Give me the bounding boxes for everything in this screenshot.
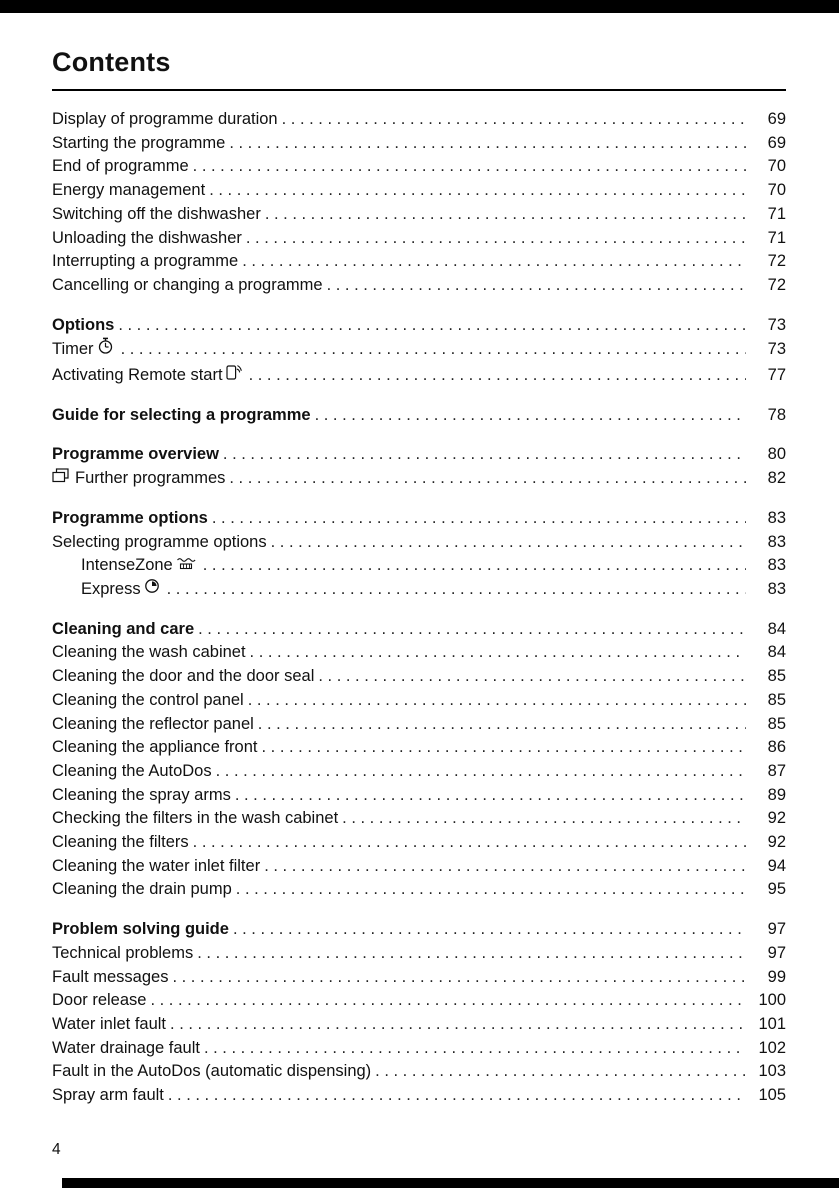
toc-entry (52, 989, 786, 1013)
toc-leader-dots (249, 364, 746, 388)
toc-entry (52, 918, 786, 942)
toc-entry-label: Cleaning the appliance front (52, 738, 258, 757)
toc-entry-label: Further programmes (75, 469, 226, 488)
toc-entry-label: Timer (52, 340, 94, 359)
toc-entry-page: 70 (767, 157, 786, 176)
toc-entry-page: 69 (767, 133, 786, 152)
toc-leader-dots (193, 155, 746, 179)
toc-entry-label: Fault in the AutoDos (automatic dispensing) (52, 1062, 372, 1081)
toc-entry-label: Display of programme duration (52, 110, 278, 129)
toc-entry (52, 155, 786, 179)
bottom-black-bar (62, 1178, 839, 1188)
toc-entry-label-wrap (52, 807, 338, 831)
toc-entry (52, 578, 786, 602)
toc-entry-label: Fault messages (52, 967, 169, 986)
toc-entry-label-wrap (52, 179, 205, 203)
toc-entry-page: 70 (767, 181, 786, 200)
toc-entry (52, 784, 786, 808)
toc-entry-label-wrap (52, 467, 225, 491)
toc-entry (52, 807, 786, 831)
toc-entry (52, 831, 786, 855)
toc-entry-label-wrap (52, 337, 117, 362)
toc-entry-label-wrap (52, 665, 314, 689)
express-icon (144, 578, 160, 602)
toc-leader-dots (261, 736, 746, 760)
toc-entry (52, 108, 786, 132)
toc-entry-label: Water inlet fault (52, 1014, 167, 1033)
toc-leader-dots (236, 878, 746, 902)
toc-entry-label-wrap (52, 155, 189, 179)
toc-entry-page: 92 (767, 809, 786, 828)
toc-entry-label-wrap (52, 531, 267, 555)
toc-entry-page: 77 (767, 366, 786, 385)
toc-entry (52, 1037, 786, 1061)
toc-entry (52, 250, 786, 274)
toc-leader-dots (282, 108, 746, 132)
toc-section (52, 618, 786, 902)
toc-entry (52, 641, 786, 665)
toc-entry-label-wrap (52, 641, 246, 665)
toc-entry-label-wrap (52, 989, 146, 1013)
toc-entry-label: Energy management (52, 181, 206, 200)
toc-entry-page: 101 (758, 1014, 786, 1033)
remote-start-icon (226, 362, 242, 388)
toc-entry-page: 89 (767, 785, 786, 804)
toc-entry-page: 92 (767, 833, 786, 852)
toc-entry (52, 665, 786, 689)
toc-entry-label-wrap (52, 507, 208, 531)
toc-entry-label: Options (52, 315, 115, 334)
toc-entry-label-wrap (52, 108, 278, 132)
toc-entry (52, 1060, 786, 1084)
toc-entry-label: Water drainage fault (52, 1038, 200, 1057)
toc-entry (52, 618, 786, 642)
toc-leader-dots (375, 1060, 746, 1084)
toc-entry-page: 84 (767, 619, 786, 638)
toc-section (52, 443, 786, 490)
toc-entry-label-wrap (81, 554, 199, 578)
content-area (52, 47, 786, 1108)
timer-icon (97, 337, 114, 362)
toc-entry-label: Starting the programme (52, 133, 226, 152)
toc-leader-dots (250, 641, 746, 665)
toc-entry-page: 83 (767, 508, 786, 527)
toc-entry (52, 1013, 786, 1037)
toc-leader-dots (342, 807, 746, 831)
toc-entry-label: Programme overview (52, 445, 219, 464)
toc-leader-dots (204, 1037, 746, 1061)
toc (52, 108, 786, 1108)
toc-leader-dots (229, 132, 746, 156)
toc-leader-dots (229, 467, 746, 491)
toc-section (52, 918, 786, 1108)
toc-entry-label-wrap (52, 689, 244, 713)
toc-entry-page: 85 (767, 690, 786, 709)
toc-entry (52, 314, 786, 338)
toc-entry-label-wrap (52, 443, 219, 467)
toc-section (52, 108, 786, 298)
toc-entry-label-wrap (52, 203, 261, 227)
toc-leader-dots (172, 966, 746, 990)
toc-leader-dots (264, 855, 746, 879)
toc-leader-dots (170, 1013, 746, 1037)
toc-entry-page: 105 (758, 1086, 786, 1105)
toc-entry-label-wrap (52, 760, 212, 784)
toc-leader-dots (118, 314, 746, 338)
toc-entry (52, 760, 786, 784)
toc-leader-dots (212, 507, 746, 531)
toc-entry-label: Cleaning the water inlet filter (52, 856, 261, 875)
toc-entry (52, 855, 786, 879)
toc-entry-label-wrap (52, 784, 231, 808)
page-title: Contents (52, 47, 171, 77)
toc-section (52, 404, 786, 428)
toc-entry-page: 83 (767, 532, 786, 551)
toc-entry-page: 85 (767, 667, 786, 686)
toc-entry-label-wrap (52, 918, 229, 942)
toc-leader-dots (167, 578, 746, 602)
toc-leader-dots (248, 689, 746, 713)
toc-entry-label-wrap (52, 274, 323, 298)
toc-entry-label: Cleaning the spray arms (52, 785, 231, 804)
toc-entry-label: Interrupting a programme (52, 252, 239, 271)
toc-entry (52, 713, 786, 737)
toc-entry-label-wrap (52, 404, 311, 428)
toc-entry-page: 80 (767, 445, 786, 464)
toc-entry-page: 99 (767, 967, 786, 986)
toc-entry-page: 97 (767, 943, 786, 962)
toc-entry (52, 507, 786, 531)
toc-leader-dots (265, 203, 746, 227)
toc-entry-label: Cleaning the filters (52, 833, 189, 852)
footer-page-number: 4 (52, 1141, 61, 1158)
toc-leader-dots (327, 274, 746, 298)
toc-entry-label-wrap (52, 1013, 166, 1037)
toc-entry-label: Problem solving guide (52, 920, 229, 939)
toc-entry-label: Cleaning the door and the door seal (52, 667, 315, 686)
toc-entry-page: 72 (767, 252, 786, 271)
toc-leader-dots (258, 713, 746, 737)
toc-entry (52, 942, 786, 966)
toc-entry-page: 73 (767, 340, 786, 359)
toc-leader-dots (168, 1084, 746, 1108)
top-black-bar (0, 0, 839, 13)
toc-leader-dots (246, 227, 746, 251)
toc-entry (52, 878, 786, 902)
toc-entry-page: 73 (767, 315, 786, 334)
toc-entry-label: Cleaning the reflector panel (52, 714, 254, 733)
toc-leader-dots (198, 618, 746, 642)
toc-entry (52, 467, 786, 491)
toc-entry-page: 100 (758, 991, 786, 1010)
toc-entry-label-wrap (52, 132, 225, 156)
toc-entry (52, 736, 786, 760)
toc-entry-label: Unloading the dishwasher (52, 228, 242, 247)
toc-entry (52, 227, 786, 251)
toc-entry-page: 71 (767, 228, 786, 247)
toc-entry-label-wrap (52, 1084, 164, 1108)
toc-entry-label-wrap (52, 1037, 200, 1061)
toc-entry-label: Cleaning the drain pump (52, 880, 232, 899)
toc-leader-dots (318, 665, 746, 689)
toc-leader-dots (197, 942, 746, 966)
toc-entry-label: Technical problems (52, 943, 194, 962)
toc-leader-dots (242, 250, 746, 274)
toc-entry (52, 362, 786, 388)
intensezone-icon (176, 554, 196, 578)
toc-entry-label: Switching off the dishwasher (52, 204, 261, 223)
toc-entry (52, 404, 786, 428)
toc-entry-label-wrap (52, 362, 245, 388)
toc-entry (52, 689, 786, 713)
toc-entry-page: 69 (767, 110, 786, 129)
toc-entry-label: Guide for selecting a programme (52, 405, 311, 424)
toc-entry-page: 83 (767, 580, 786, 598)
toc-section (52, 507, 786, 602)
toc-leader-dots (271, 531, 746, 555)
toc-leader-dots (203, 554, 746, 578)
toc-leader-dots (121, 338, 746, 362)
toc-entry-label-wrap (52, 878, 232, 902)
toc-entry-label-wrap (52, 855, 260, 879)
toc-leader-dots (315, 404, 746, 428)
toc-entry-label: Activating Remote start (52, 366, 223, 385)
toc-entry-label-wrap (52, 831, 189, 855)
toc-leader-dots (233, 918, 746, 942)
toc-entry-page: 82 (767, 469, 786, 488)
toc-entry (52, 966, 786, 990)
toc-leader-dots (235, 784, 746, 808)
toc-entry-page: 85 (767, 714, 786, 733)
toc-leader-dots (216, 760, 746, 784)
toc-entry-label-wrap (52, 314, 114, 338)
toc-entry (52, 1084, 786, 1108)
toc-entry-label: Cleaning the AutoDos (52, 761, 212, 780)
toc-entry-page: 102 (758, 1038, 786, 1057)
toc-entry-label-wrap (52, 966, 168, 990)
toc-entry-label: Cleaning and care (52, 619, 195, 638)
toc-entry-page: 84 (767, 643, 786, 662)
toc-entry-label-wrap (52, 250, 238, 274)
toc-entry-page: 71 (767, 204, 786, 223)
toc-entry-label-wrap (52, 942, 193, 966)
title-rule (52, 89, 786, 91)
toc-entry-label: Cleaning the control panel (52, 690, 244, 709)
toc-entry-label: Express (81, 580, 141, 598)
toc-entry (52, 132, 786, 156)
toc-leader-dots (209, 179, 746, 203)
toc-entry (52, 274, 786, 298)
toc-entry-page: 97 (767, 920, 786, 939)
toc-entry-label-wrap (81, 578, 163, 602)
toc-entry-page: 95 (767, 880, 786, 899)
toc-entry-label: End of programme (52, 157, 189, 176)
toc-entry-label-wrap (52, 713, 254, 737)
toc-entry-page: 86 (767, 738, 786, 757)
toc-entry-label: Cancelling or changing a programme (52, 275, 323, 294)
toc-entry (52, 179, 786, 203)
toc-entry-label: Spray arm fault (52, 1086, 164, 1105)
toc-entry-page: 87 (767, 761, 786, 780)
toc-entry-label: Programme options (52, 508, 208, 527)
toc-leader-dots (223, 443, 746, 467)
toc-entry-label: Cleaning the wash cabinet (52, 643, 246, 662)
toc-entry-label-wrap (52, 1060, 371, 1084)
toc-entry-page: 83 (767, 556, 786, 575)
toc-entry-label-wrap (52, 736, 257, 760)
toc-entry (52, 554, 786, 578)
further-programmes-icon (52, 467, 69, 491)
toc-leader-dots (193, 831, 746, 855)
toc-entry (52, 443, 786, 467)
toc-entry (52, 531, 786, 555)
toc-section (52, 314, 786, 388)
toc-entry-label-wrap (52, 227, 242, 251)
toc-entry-page: 72 (767, 275, 786, 294)
toc-leader-dots (150, 989, 746, 1013)
toc-entry (52, 337, 786, 362)
toc-entry-page: 103 (758, 1062, 786, 1081)
toc-entry-label: Selecting programme options (52, 532, 267, 551)
toc-entry-label: Door release (52, 991, 147, 1010)
toc-entry-page: 94 (767, 856, 786, 875)
toc-entry-label: IntenseZone (81, 556, 173, 575)
toc-entry-page: 78 (767, 405, 786, 424)
toc-entry (52, 203, 786, 227)
toc-entry-label-wrap (52, 618, 194, 642)
toc-entry-label: Checking the filters in the wash cabinet (52, 809, 339, 828)
